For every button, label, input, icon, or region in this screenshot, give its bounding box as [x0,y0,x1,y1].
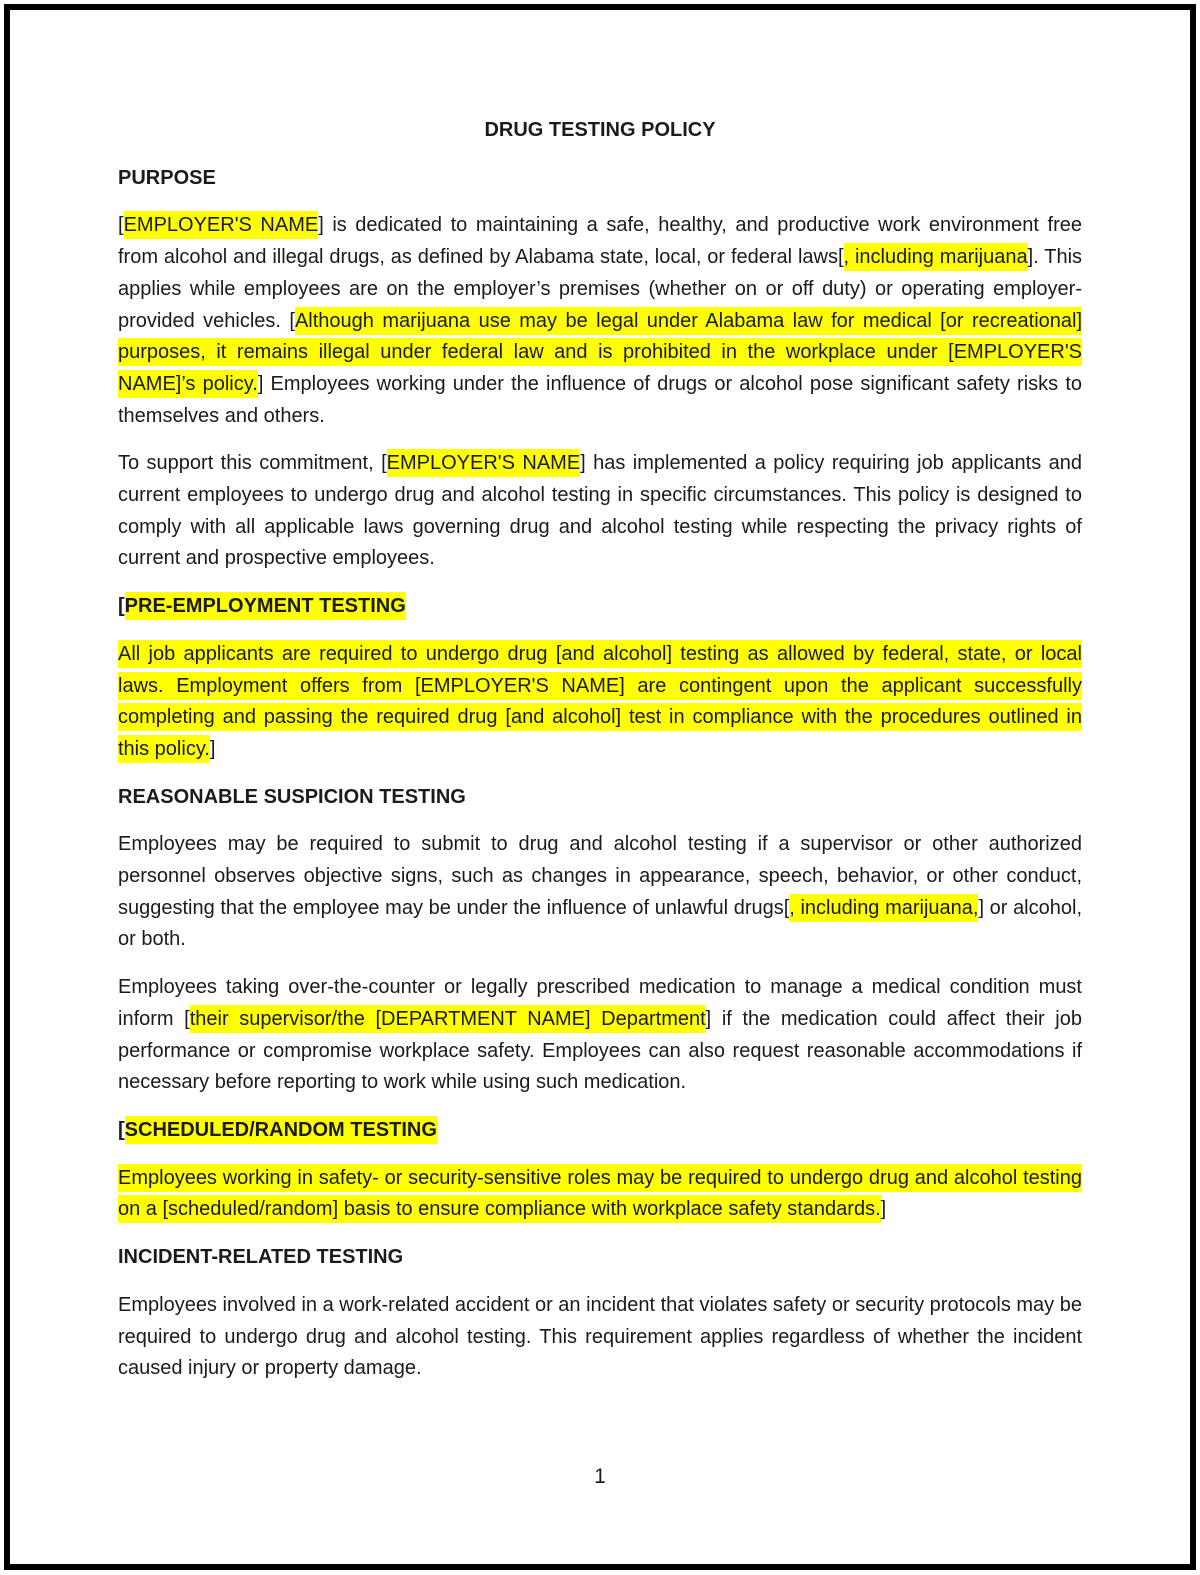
document-content [118,115,1082,1401]
heading-scheduled-random-testing [118,1115,1082,1147]
highlighted-run: EMPLOYER'S NAME [124,211,319,239]
text-run: INCIDENT-RELATED TESTING [118,1246,404,1269]
paragraph-purpose-1 [118,210,1082,432]
heading-purpose [118,163,1082,195]
paragraph-incident-related-testing [118,1290,1082,1385]
highlighted-run: Although marijuana use may be legal under Alabama law for medical [or recreational] purposes, it remains illegal under federal law and is prohibited in the workplace under [EMPLOYER'S NAME]’s policy. [118,307,1082,398]
highlighted-run: PRE-EMPLOYMENT TESTING [125,592,406,620]
document-title: DRUG TESTING POLICY [484,119,716,141]
paragraph-reasonable-suspicion-2 [118,972,1082,1099]
highlighted-run: EMPLOYER'S NAME [387,449,581,477]
heading-reasonable-suspicion-testing [118,782,1082,814]
heading-incident-related-testing [118,1242,1082,1274]
text-run: ] is dedicated to maintaining a safe, healthy, and productive work environment free from alcohol and illegal drugs, as defined by Alabama state, local, or federal laws[ [118,214,1082,269]
paragraph-pre-employment-testing [118,639,1082,766]
heading-pre-employment-testing [118,591,1082,623]
highlighted-run: their supervisor/the [DEPARTMENT NAME] Department [190,1005,706,1033]
text-run: ]. This applies while employees are on the employer’s premises (whether on or off duty) or operating employer-provided vehicles. [ [118,246,1083,332]
text-run: Employees involved in a work-related accident or an incident that violates safety or security protocols may be required to undergo drug and alcohol testing. This requirement applies regardless of whether the incident caused injury or property damage. [118,1293,1082,1380]
text-run: ] has implemented a policy requiring job applicants and current employees to undergo drug and alcohol testing in specific circumstances. This policy is designed to comply with all applicable laws governing drug and alcohol testing while respecting the privacy rights of current and prospective employees. [118,452,1083,570]
text-run: ] [209,737,216,760]
highlighted-run: , including marijuana, [789,894,978,922]
paragraph-scheduled-random-testing [118,1163,1082,1226]
text-run: [ [118,214,124,237]
paragraph-reasonable-suspicion-1 [118,829,1082,956]
text-run: PURPOSE [118,166,216,189]
text-run: REASONABLE SUSPICION TESTING [118,785,466,808]
highlighted-run: , including marijuana [844,243,1028,271]
text-run: [ [118,1118,125,1141]
page-number: 1 [594,1465,606,1488]
text-run: ] or alcohol, or both. [118,896,1082,951]
highlighted-run: All job applicants are required to undergo drug [and alcohol] testing as allowed by federal, state, or local laws. Employment offers from [EMPLOYER'S NAME] are contingent upon the applicant successfully completing and passing the required drug [and alcohol] test in compliance with the procedures outlined in this policy. [118,640,1082,763]
text-run: Employees taking over-the-counter or legally prescribed medication to manage a medical condition must inform [ [118,976,1082,1030]
highlighted-run: SCHEDULED/RANDOM TESTING [125,1116,437,1144]
text-run: Employees may be required to submit to drug and alcohol testing if a supervisor or other authorized personnel observes objective signs, such as changes in appearance, speech, behavior, or other conduct, suggesting that the employee may be under the influence of unlawful drugs[ [118,833,1082,919]
highlighted-run: Employees working in safety- or security-sensitive roles may be required to undergo drug and alcohol testing on a [scheduled/random] basis to ensure compliance with workplace safety standards. [118,1164,1082,1224]
text-run: ] Employees working under the influence of drugs or alcohol pose significant safety risks to themselves and others. [118,372,1082,427]
text-run: To support this commitment, [ [118,452,387,475]
paragraph-purpose-2 [118,448,1082,575]
text-run: [ [118,595,125,618]
text-run: ] [880,1198,887,1221]
text-run: ] if the medication could affect their job performance or compromise workplace safety. Employees can also request reasonable accommodations if necessary before reporting to work while using such medication. [118,1007,1082,1094]
